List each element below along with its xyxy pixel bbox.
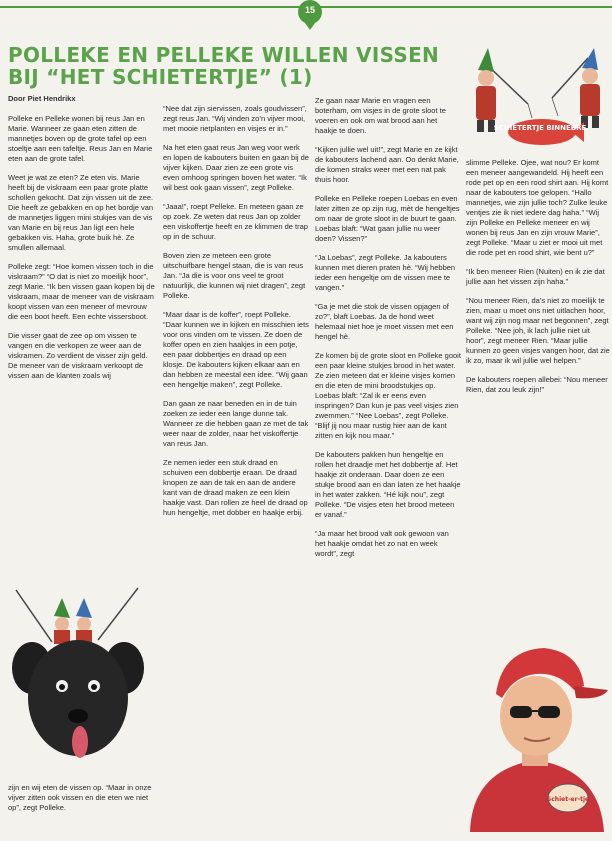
paragraph: Polleke en Pelleke roepen Loebas en even later zitten ze op zijn rug, mèt de hengeltjes om naar de grote sloot in de buurt te gaan. Loebas blaft: “Wat gaan jullie nu weer doen? Vissen?” [315,194,460,243]
paragraph: “Nou meneer Rien, da’s niet zo moeilijk te zien, maar u moet ons niet uitlachen hoor, want wij zijn nog maar net begonnen”, zegt Polleke. “Nee joh, ik lach jullie niet uit hoor”, zegt meneer Rien. “Maar jullie kunnen zo geen visjes vangen hoor, dat zie ik zo, maar ik wil jullie wel helpen.” [466,296,610,365]
dog-with-gnomes-illustration [6,582,146,782]
page-number-badge: 15 [298,0,322,24]
paragraph: “Ja maar het brood valt ook gewoon van het haakje omdat het zo nat en week wordt”, zegt [315,529,449,558]
paragraph: Polleke zegt: “Hoe komen vissen toch in die viskraam?” “O dat is niet zo moeilijk hoor”, zegt Marie. “Ik ben vissen gaan kopen bij de viskraam, maar de meneer van de viskraam koopt vissen van een meneer of mevrouw die een boot heeft. Een echte vissersboot. [8,262,155,321]
paragraph: “Ga je met die stok de vissen opjagen of zo?”, blaft Loebas. Ja de hond weet helemaal niet hoe je moet vissen met een hengel hè. [315,302,454,341]
article-column-3 [315,96,461,568]
paragraph: Ze komen bij de grote sloot en Polleke gooit een paar kleine stukjes brood in het water. Ze zien meteen dat er kleine visjes komen en die eten de mini broodstukjes op. Loebas blaft: “Zal ik er eens even inspringen? Dan kun je pas veel visjes zien zwemmen.” “Nee Loebas”, zegt Polleke. “Blijf jij nou maar rustig hier aan de kant zitten en kijk nou maar.” [315,351,461,440]
paragraph: Die visser gaat de zee op om vissen te vangen en die verkopen ze weer aan de viskramen. Zo verdient de visser zijn geld. De meneer van de viskraam verkoopt de vissen aan de klanten zoals wij [8,331,148,380]
paragraph: Na het eten gaat reus Jan weg voor werk en lopen de kabouters buiten en gaan bij de vijver kijken. Daar zien ze een grote vis even omhoog springen boven het water. “Ik wil best ook gaan vissen”, zegt Polleke. [163,143,309,192]
paragraph: “Maar daar is de koffer”, roept Polleke. “Daar kunnen we in kijken en misschien iets voor ons vinden om te vissen. Ze doen de koffer open en zien haakjes in een potje, een paar dobbertjes en draad op een klosje. De kabouters kijken elkaar aan en dan hebben ze meestal een idee. “Wij gaan een hengeltje maken”, zegt Polleke. [163,310,309,389]
article-author: Door Piet Hendrikx [8,94,76,103]
paragraph: De kabouters roepen allebei: “Nou meneer Rien, dat zou leuk zijn!” [466,375,608,394]
paragraph: “Ja Loebas”, zegt Polleke. Ja kabouters kunnen met dieren praten hè. “Wij hebben ieder een hengeltje om de vissen mee te vangen.” [315,253,456,292]
article-title: POLLEKE EN PELLEKE WILLEN VISSEN BIJ “HET SCHIETERTJE” (1) [8,43,440,89]
paragraph: “Nee dat zijn siervissen, zoals goudvissen”, zegt reus Jan. “Wij vinden zo’n vijver mooi, met mooie rietplanten en visjes er in.” [163,104,307,133]
paragraph: Weet je wat ze eten? Ze eten vis. Marie heeft bij de viskraam een paar grote platte schollen gekocht. Dat zijn vissen uit de zee. Die heeft ze gebakken en op het bordje van de mannetjes liggen mini stukjes van de vis van Marie en bij reus Jan ligt een hele gebakken vis. Haha, grote buik hè. Ze smullen allemaal. [8,173,154,252]
paragraph: “Jaaa!”, roept Pelleke. En meteen gaan ze op zoek. Ze weten dat reus Jan op zolder een viskoffertje heeft en ze klimmen de trap op in de schuur. [163,202,308,241]
gnomes-sign-illustration [468,48,608,152]
article-column-4 [466,158,610,404]
paragraph: De kabouters pakken hun hengeltje en rollen het draadje met het dobbertje af. Het haakje zit onderaan. Daar doen ze een stukje brood aan en dan laten ze het haakje in het water zakken. “Hé kijk nou”, zegt Polleke. “De visjes eten het brood meteen er vanaf.” [315,450,461,519]
sign-text: SCHIETERTJE BINNEBRE [493,124,587,132]
paragraph: Ze gaan naar Marie en vragen een boterham, om visjes in de grote sloot te voeren en ook om wat brood aan het haakje te doen. [315,96,446,135]
paragraph: Dan gaan ze naar beneden en in de tuin zoeken ze ieder een lange dunne tak. Wanneer ze die hebben gaan ze met de tak weer naar de zolder, naar het viskoffertje van reus Jan. [163,399,309,448]
paragraph: “Kijken jullie wel uit!”, zegt Marie en ze kijkt de kabouters lachend aan. Oo denkt Marie, die komen straks weer met een nat pak thuis hoor. [315,145,459,184]
article-column-2 [163,104,309,527]
man-red-cap-illustration [462,620,610,832]
paragraph: Ze nemen ieder een stuk draad en schuiven een dobbertje eraan. De draad knopen ze aan de tak en aan de andere kant van de draad maken ze een klein haakje vast. Dan rollen ze heel de draad op hun hengeltje, met dobber en haakje erbij. [163,458,308,517]
shirt-logo-text: Schiet-er-tje [546,796,590,803]
paragraph: “Ik ben meneer Rien (Nuiten) en ik zie dat jullie aan het vissen zijn haha.” [466,267,605,286]
paragraph: Boven zien ze meteen een grote uitschuifbare hengel staan, die is van reus Jan. “Ja die is voor ons veel te groot natuurlijk, die kunnen wij niet dragen”, zegt Polleke. [163,251,306,300]
paragraph: slimme Pelleke. Ojee, wat nou? Er komt een meneer aangewandeld. Hij heeft een rode pet op en een rood shirt aan. Hij komt naar de kabouters toe gelopen. “Hallo mannetjes, wie zijn jullie toch? Zulke leuke ventjes zie ik niet iedere dag haha.” “Wij zijn Polleke en Pelleke meneer en wij wonen bij reus Jan en zijn vrouw Marie”, zegt Polleke. “Maar u ziet er mooi uit met die rode pet en rood shirt, wie bent u?” [466,158,609,257]
article-column-1-end: zijn en wij eten de vissen op. “Maar in onze vijver zitten ook vissen en die eten we niet op”, zegt Polleke. [8,783,152,812]
paragraph: Polleke en Pelleke wonen bij reus Jan en Marie. Wanneer ze gaan eten zitten de mannetjes boven op de grote tafel op een stoeltje aan een tafeltje. Reus Jan en Marie eten aan de grote tafel. [8,114,153,163]
article-column-1 [8,114,156,390]
